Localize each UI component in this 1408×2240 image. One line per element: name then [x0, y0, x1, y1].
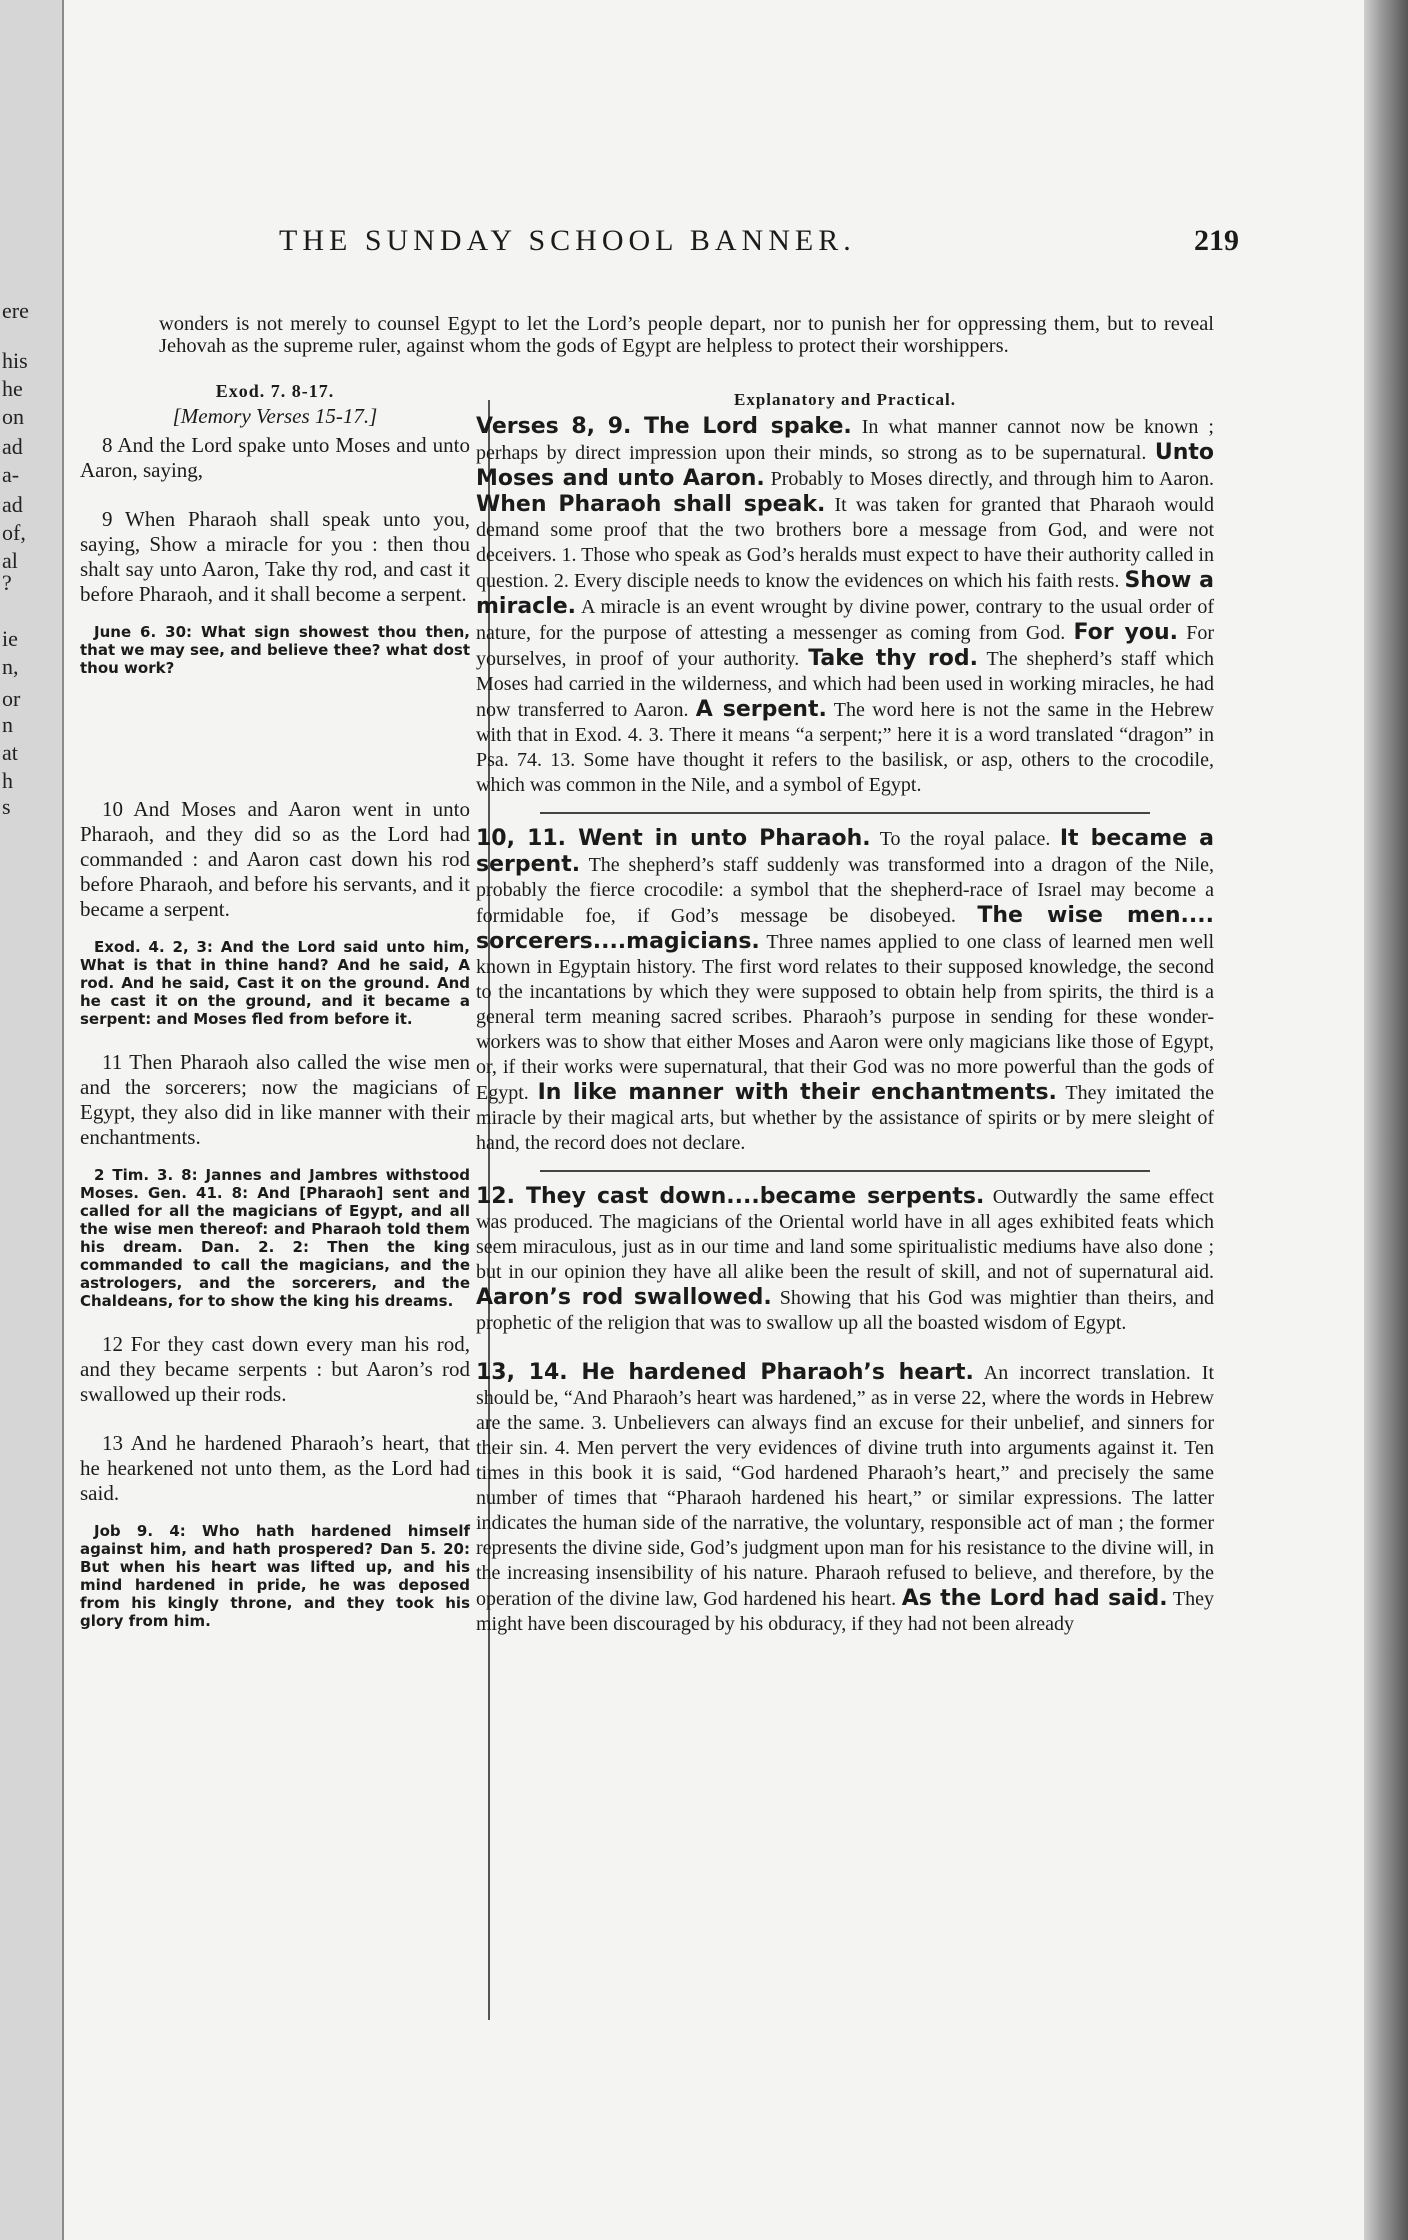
- commentary-text: The shepherd’s staff which Moses had carried in the wilderness, and which had been used in working miracles, he had now transferred to Aaron.: [476, 648, 1214, 721]
- previous-page-fragment: ad: [2, 434, 23, 459]
- section-separator: [540, 812, 1150, 814]
- commentary-text: The shepherd’s staff suddenly was transformed into a dragon of the Nile, probably the fierce crocodile: a symbol that the shepherd-race of Israel may become a formidable foe, if God’s message be disobeyed.: [476, 854, 1214, 927]
- previous-page-fragment: n,: [2, 654, 19, 679]
- running-header: [279, 218, 1239, 264]
- commentary-keyword: A serpent.: [695, 697, 827, 722]
- previous-page-edge: [0, 0, 64, 2240]
- previous-page-fragment: ie: [2, 626, 18, 651]
- journal-title: THE SUNDAY SCHOOL BANNER.: [279, 224, 856, 257]
- book-page: [64, 0, 1364, 2240]
- previous-page-fragment: or: [2, 686, 21, 711]
- commentary-text: To the royal palace.: [870, 828, 1060, 850]
- previous-page-fragment: ere: [2, 298, 29, 323]
- lesson-reference: Exod. 7. 8-17.: [215, 381, 335, 401]
- commentary-keyword: Show a miracle.: [476, 568, 1214, 619]
- previous-page-fragment: n: [2, 712, 13, 737]
- previous-page-fragment: on: [2, 404, 24, 429]
- commentary-keyword: 10, 11. Went in unto Pharaoh.: [476, 826, 871, 851]
- commentary-keyword: Take thy rod.: [808, 646, 978, 671]
- commentary-keyword: 13, 14. He hardened Pharaoh’s heart.: [476, 1360, 974, 1385]
- commentary-keyword: In like manner with their enchantments.: [537, 1080, 1057, 1105]
- commentary-keyword: For you.: [1073, 620, 1178, 645]
- commentary-text: They imitated the miracle by their magical arts, but whether by the assistance of spirits or by mere sleight of hand, the record does not declare.: [476, 1082, 1215, 1154]
- scripture-verse: 12 For they cast down every man his rod, and they became serpents : but Aaron’s rod swallowed up their rods.: [80, 1332, 470, 1406]
- section-separator: [540, 1170, 1150, 1172]
- commentary-column: [476, 390, 1214, 1637]
- page-number: 219: [1194, 224, 1239, 257]
- scripture-blocks: [80, 433, 470, 1630]
- previous-page-fragment: ?: [2, 570, 12, 595]
- commentary-text: Showing that his God was mightier than theirs, and prophetic of the religion that was to swallow up all the boasted wisdom of Egypt.: [476, 1287, 1215, 1334]
- commentary-keyword: Aaron’s rod swallowed.: [476, 1285, 772, 1310]
- commentary-text: It was taken for granted that Pharaoh would demand some proof that the two brothers bore a message from God, and were not deceivers. 1. Those who speak as God’s heralds must expect to have their authority called in question. 2. Every disciple needs to know the evidences on which his faith rests.: [476, 494, 1215, 592]
- commentary-keyword: 12. They cast down....became serpents.: [476, 1184, 985, 1209]
- commentary-paragraph: [476, 1360, 1214, 1637]
- scripture-column: [80, 375, 470, 1652]
- commentary-sections: [476, 414, 1214, 1637]
- previous-page-fragment: al: [2, 548, 18, 573]
- commentary-text: Outwardly the same effect was produced. The magicians of the Oriental world have in all ages exhibited feats which seem miraculous, just as in our time and land some spiritualistic mediums have also done ; but in our opinion they have all alike been the result of skill, and not of supernatural aid.: [476, 1186, 1214, 1283]
- commentary-text: Three names applied to one class of learned men well known in Egyptain history. The first word relates to their supposed knowledge, the second to the incantations by which they were supposed to obtain help from spirits, the third is a general term meaning sacred scribes. Pharaoh’s purpose in sending for these wonder-workers was to show that either Moses and Aaron were only magicians like those of Egypt, or, if their works were supernatural, that their God was no more powerful than the gods of Egypt.: [476, 931, 1214, 1104]
- previous-page-fragment: s: [2, 794, 11, 819]
- scripture-verse: 11 Then Pharaoh also called the wise men and the sorcerers; now the magicians of Egypt, they also did in like manner with their enchantments.: [80, 1050, 470, 1149]
- scripture-verse: 9 When Pharaoh shall speak unto you, saying, Show a miracle for you : then thou shalt say unto Aaron, Take thy rod, and cast it before Pharaoh, and it shall become a serpent.: [80, 507, 470, 606]
- previous-page-fragment: he: [2, 376, 23, 401]
- previous-page-fragment: ad: [2, 492, 23, 517]
- cross-reference-note: June 6. 30: What sign showest thou then, that we may see, and believe thee? what dost thou work?: [80, 623, 470, 677]
- cross-reference-note: 2 Tim. 3. 8: Jannes and Jambres withstood Moses. Gen. 41. 8: And [Pharaoh] sent and called for all the magicians of Egypt, and all the wise men thereof: and Pharaoh told them his dream. Dan. 2. 2: Then the king commanded to call the magicians, and the astrologers, and the sorcerers, and the Chaldeans, for to show the king his dreams.: [80, 1166, 470, 1310]
- commentary-keyword: Verses 8, 9. The Lord spake.: [476, 414, 852, 439]
- commentary-paragraph: [476, 1184, 1214, 1336]
- book-spine-shadow: [1364, 0, 1408, 2240]
- cross-reference-note: Exod. 4. 2, 3: And the Lord said unto him, What is that in thine hand? And he said, A rod. And he said, Cast it on the ground. And he cast it on the ground, and it became a serpent: and Moses fled from before it.: [80, 938, 470, 1028]
- section-gap: [476, 1156, 1214, 1170]
- section-gap: [476, 798, 1214, 812]
- previous-page-fragment: at: [2, 740, 18, 765]
- commentary-keyword: The wise men.... sorcerers....magicians.: [476, 903, 1214, 954]
- commentary-paragraph: [476, 826, 1214, 1156]
- commentary-text: Probably to Moses directly, and through him to Aaron.: [764, 468, 1214, 490]
- commentary-text: A miracle is an event wrought by divine power, contrary to the usual order of nature, for the purpose of attesting a messenger as coming from God.: [476, 596, 1214, 644]
- previous-page-fragment: his: [2, 348, 28, 373]
- previous-page-fragment: of,: [2, 520, 26, 545]
- commentary-paragraph: [476, 414, 1214, 798]
- previous-page-fragment: h: [2, 768, 13, 793]
- commentary-keyword: It became a serpent.: [476, 826, 1214, 877]
- commentary-text: For yourselves, in proof of your authority.: [476, 622, 1214, 670]
- commentary-keyword: Unto Moses and unto Aaron.: [476, 440, 1214, 491]
- commentary-heading: Explanatory and Practical.: [734, 390, 956, 409]
- commentary-text: They might have been discouraged by his obduracy, if they had not been already: [476, 1588, 1215, 1635]
- cross-reference-note: Job 9. 4: Who hath hardened himself against him, and hath prospered? Dan 5. 20: But when his heart was lifted up, and his mind hardened in pride, he was deposed from his kingly throne, and they took his glory from him.: [80, 1522, 470, 1630]
- previous-page-fragment: a-: [2, 462, 20, 487]
- scripture-verse: 13 And he hardened Pharaoh’s heart, that he hearkened not unto them, as the Lord had said.: [80, 1431, 470, 1505]
- scripture-verse: 10 And Moses and Aaron went in unto Pharaoh, and they did so as the Lord had commanded : and Aaron cast down his rod before Pharaoh, and before his servants, and it became a serpent.: [80, 797, 470, 921]
- commentary-keyword: When Pharaoh shall speak.: [476, 492, 826, 517]
- commentary-text: The word here is not the same in the Hebrew with that in Exod. 4. 3. There it means “a serpent;” here it is a word translated “dragon” in Psa. 74. 13. Some have thought it refers to the basilisk, or asp, others to the crocodile, which was common in the Nile, and a symbol of Egypt.: [476, 699, 1214, 796]
- scripture-verse: 8 And the Lord spake unto Moses and unto Aaron, saying,: [80, 433, 470, 482]
- commentary-keyword: As the Lord had said.: [901, 1586, 1168, 1611]
- intro-paragraph: wonders is not merely to counsel Egypt to let the Lord’s people depart, nor to punish her for oppressing them, but to reveal Jehovah as the supreme ruler, against whom the gods of Egypt are helpless to protect their worshippers.: [159, 312, 1214, 357]
- commentary-text: In what manner cannot now be known ; perhaps by direct impression upon their minds, so strong as to be supernatural.: [476, 416, 1214, 464]
- commentary-text: An incorrect translation. It should be, “And Pharaoh’s heart was hardened,” as in verse 22, where the words in Hebrew are the same. 3. Unbelievers can always find an excuse for their unbelief, and sinners for their sin. 4. Men pervert the very evidences of divine truth into arguments against it. Ten times in this book it is said, “God hardened Pharaoh’s heart,” and precisely the same number of times that “Pharaoh hardened his heart,” or similar expressions. The latter indicates the human side of the narrative, the voluntary, responsible act of man ; the former represents the divine side, God’s judgment upon man for his resistance to the divine will, in the increasing insensibility of his nature. Pharaoh refused to believe, and therefore, by the operation of the divine law, God hardened his heart.: [476, 1362, 1215, 1610]
- memory-verses: [Memory Verses 15-17.]: [172, 404, 378, 428]
